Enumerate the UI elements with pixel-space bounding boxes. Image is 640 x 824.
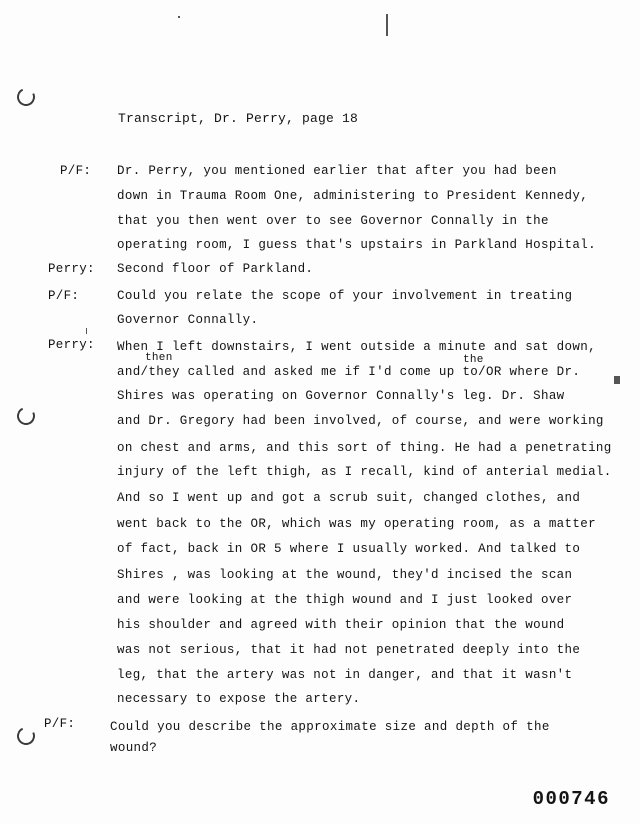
transcript-line: When I left downstairs, I went outside a minute and sat down, bbox=[117, 340, 596, 354]
transcript-line: Could you relate the scope of your involvement in treating bbox=[117, 289, 573, 303]
transcript-line: necessary to expose the artery. bbox=[117, 692, 361, 706]
transcript-line: Shires was operating on Governor Connally's leg. Dr. Shaw bbox=[117, 389, 565, 403]
hole-punch-mark bbox=[14, 724, 37, 747]
page-header: Transcript, Dr. Perry, page 18 bbox=[118, 111, 359, 126]
transcript-line: and/they called and asked me if I'd come up to/OR where Dr. bbox=[117, 365, 581, 379]
speaker-label: P/F: bbox=[44, 717, 76, 731]
transcript-line: and Dr. Gregory had been involved, of course, and were working bbox=[117, 414, 604, 428]
handwritten-insert: then bbox=[145, 352, 173, 364]
scan-speck bbox=[614, 376, 620, 384]
scan-speck bbox=[386, 14, 388, 36]
transcript-line: Could you describe the approximate size and depth of the bbox=[110, 720, 550, 734]
bates-number: 000746 bbox=[532, 788, 610, 810]
speaker-label: Perry: bbox=[48, 338, 95, 352]
transcript-line: down in Trauma Room One, administering to President Kennedy, bbox=[117, 189, 589, 203]
speaker-label: P/F: bbox=[48, 289, 80, 303]
transcript-line: Dr. Perry, you mentioned earlier that after you had been bbox=[117, 164, 557, 178]
speaker-label: Perry: bbox=[48, 262, 95, 276]
transcript-line: Shires , was looking at the wound, they'd incised the scan bbox=[117, 568, 573, 582]
hole-punch-mark bbox=[14, 85, 37, 108]
transcript-line: operating room, I guess that's upstairs in Parkland Hospital. bbox=[117, 238, 596, 252]
speaker-label: P/F: bbox=[60, 164, 92, 178]
transcript-line: Second floor of Parkland. bbox=[117, 262, 314, 276]
handwritten-insert: the bbox=[463, 354, 484, 366]
transcript-line: And so I went up and got a scrub suit, changed clothes, and bbox=[117, 491, 581, 505]
transcript-line: that you then went over to see Governor Connally in the bbox=[117, 214, 549, 228]
scan-speck bbox=[86, 328, 87, 334]
transcript-line: wound? bbox=[110, 741, 158, 755]
transcript-line: and were looking at the thigh wound and I just looked over bbox=[117, 593, 573, 607]
transcript-line: was not serious, that it had not penetrated deeply into the bbox=[117, 643, 581, 657]
transcript-line: went back to the OR, which was my operating room, as a matter bbox=[117, 517, 596, 531]
transcript-line: his shoulder and agreed with their opinion that the wound bbox=[117, 618, 565, 632]
hole-punch-mark bbox=[14, 404, 37, 427]
transcript-line: on chest and arms, and this sort of thing. He had a penetrating bbox=[117, 441, 612, 455]
scan-speck bbox=[178, 16, 180, 18]
transcript-line: Governor Connally. bbox=[117, 313, 259, 327]
transcript-line: leg, that the artery was not in danger, and that it wasn't bbox=[117, 668, 573, 682]
transcript-line: of fact, back in OR 5 where I usually worked. And talked to bbox=[117, 542, 581, 556]
transcript-line: injury of the left thigh, as I recall, kind of anterial medial. bbox=[117, 465, 612, 479]
